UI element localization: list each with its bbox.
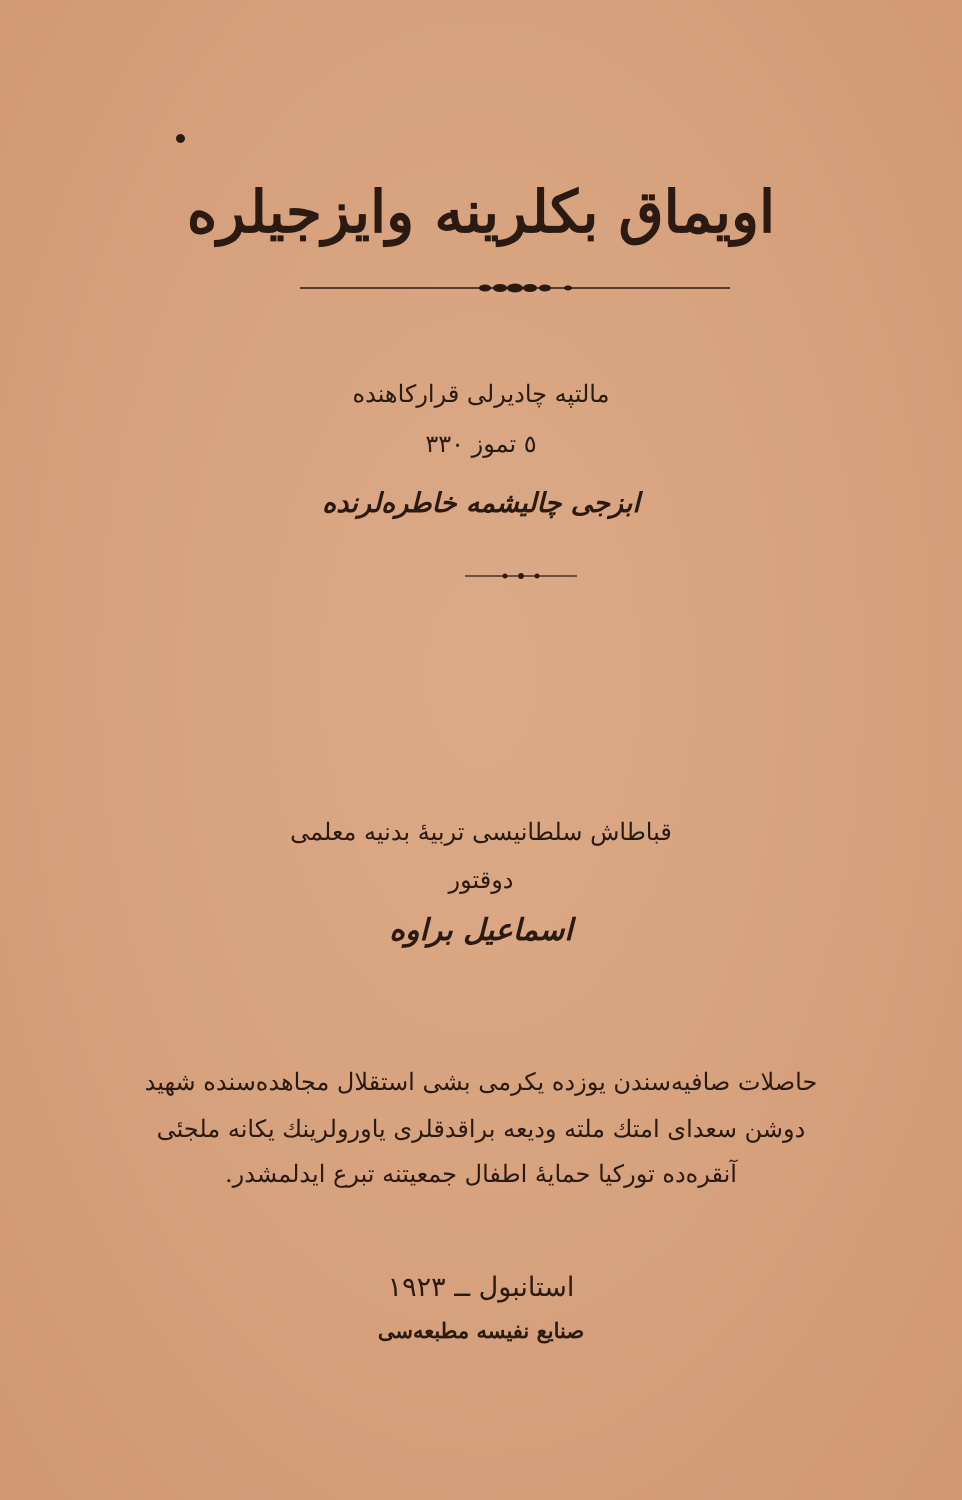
ornamental-divider-top [300, 280, 730, 296]
donation-note-line-3: آنقره‌ده توركیا حمایهٔ اطفال جمعیتنه تبرع ایدلمشدر. [225, 1160, 737, 1188]
author-rank: دوقتور [448, 866, 514, 894]
imprint-printer: صنایع نفیسه مطبعه‌سی [377, 1318, 585, 1343]
cover-title: اویماق بكلرینه وایزجیلره [186, 178, 776, 246]
ink-speck [176, 134, 185, 143]
ornamental-divider-small [465, 570, 577, 582]
donation-note-line-2: دوشن سعدای امتك ملته ودیعه براقدقلری یاورولرینك یكانه ملجئی [156, 1115, 806, 1143]
subtitle-line-3: ابزجی چالیشمه خاطره‌لرنده [322, 488, 640, 519]
imprint-place-year: استانبول ــ ١٩٢٣ [387, 1272, 575, 1303]
subtitle-line-1: مالتپه چادیرلی قرارکاهنده [352, 380, 610, 408]
author-position: قباطاش سلطانیسی تربیهٔ بدنیه معلمی [290, 818, 672, 846]
author-name: اسماعیل براوه [389, 913, 573, 948]
subtitle-line-2: ٥ تموز ٣٣٠ [425, 430, 537, 458]
donation-note-line-1: حاصلات صافیه‌سندن یوزده یکرمی بشی استقلال مجاهده‌سنده شهید [144, 1068, 818, 1096]
